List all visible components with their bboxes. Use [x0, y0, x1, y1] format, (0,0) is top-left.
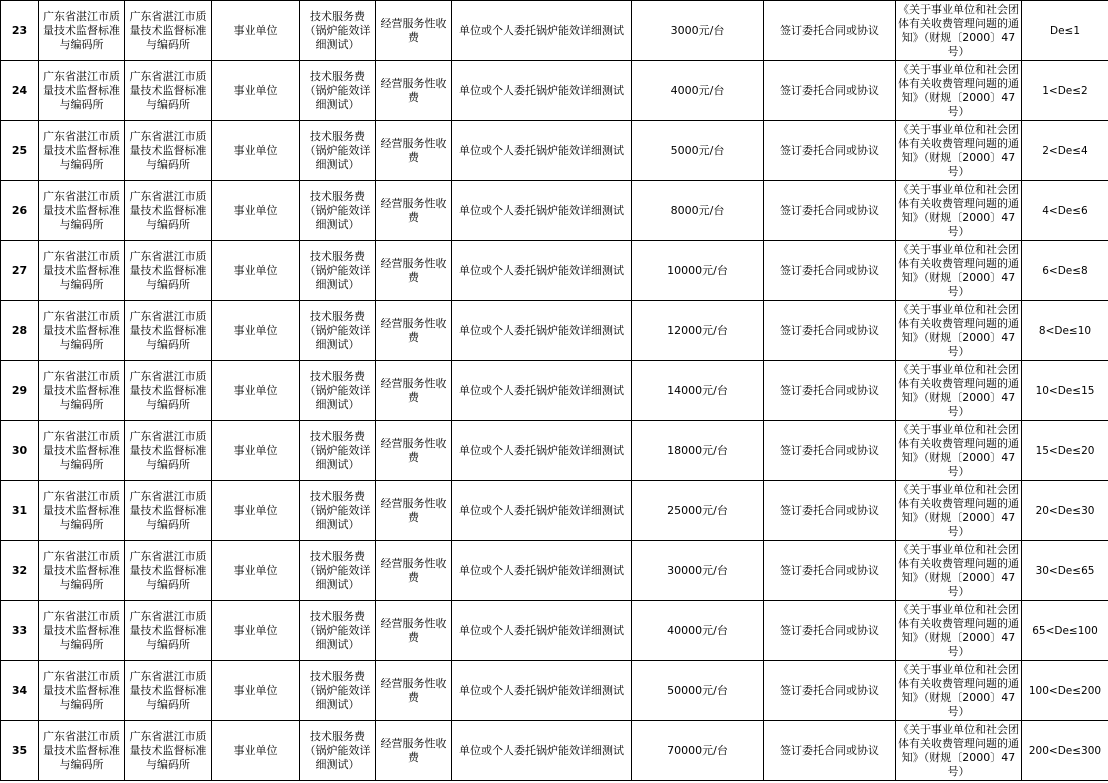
- table-row: [1, 181, 1108, 241]
- fee-item-cell: 技术服务费（锅炉能效详细测试）: [300, 601, 376, 661]
- policy-basis-cell: 《关于事业单位和社会团体有关收费管理问题的通知》（财规〔2000〕47号）: [896, 1, 1022, 61]
- row-number: 27: [1, 241, 39, 301]
- fee-type-cell: 经营服务性收费: [376, 181, 452, 241]
- unit-type-cell: 事业单位: [212, 721, 300, 781]
- fee-table-body: [1, 1, 1108, 781]
- fee-type-cell: 经营服务性收费: [376, 61, 452, 121]
- charging-method-cell: 签订委托合同或协议: [764, 61, 896, 121]
- charging-method-cell: 签订委托合同或协议: [764, 301, 896, 361]
- policy-basis-cell: 《关于事业单位和社会团体有关收费管理问题的通知》（财规〔2000〕47号）: [896, 601, 1022, 661]
- capacity-range-cell: 65<De≤100: [1022, 601, 1108, 661]
- table-row: [1, 661, 1108, 721]
- service-content-cell: 单位或个人委托锅炉能效详细测试: [452, 361, 632, 421]
- fee-type-cell: 经营服务性收费: [376, 301, 452, 361]
- collecting-unit-cell: 广东省湛江市质量技术监督标准与编码所: [39, 121, 125, 181]
- price-cell: 5000元/台: [632, 121, 764, 181]
- competent-unit-cell: 广东省湛江市质量技术监督标准与编码所: [125, 721, 212, 781]
- collecting-unit-cell: 广东省湛江市质量技术监督标准与编码所: [39, 601, 125, 661]
- capacity-range-cell: De≤1: [1022, 1, 1108, 61]
- price-cell: 70000元/台: [632, 721, 764, 781]
- service-content-cell: 单位或个人委托锅炉能效详细测试: [452, 301, 632, 361]
- row-number: 25: [1, 121, 39, 181]
- service-content-cell: 单位或个人委托锅炉能效详细测试: [452, 541, 632, 601]
- policy-basis-cell: 《关于事业单位和社会团体有关收费管理问题的通知》（财规〔2000〕47号）: [896, 301, 1022, 361]
- unit-type-cell: 事业单位: [212, 661, 300, 721]
- collecting-unit-cell: 广东省湛江市质量技术监督标准与编码所: [39, 541, 125, 601]
- competent-unit-cell: 广东省湛江市质量技术监督标准与编码所: [125, 661, 212, 721]
- capacity-range-cell: 6<De≤8: [1022, 241, 1108, 301]
- table-row: [1, 601, 1108, 661]
- collecting-unit-cell: 广东省湛江市质量技术监督标准与编码所: [39, 301, 125, 361]
- table-row: [1, 481, 1108, 541]
- capacity-range-cell: 4<De≤6: [1022, 181, 1108, 241]
- row-number: 30: [1, 421, 39, 481]
- charging-method-cell: 签订委托合同或协议: [764, 541, 896, 601]
- unit-type-cell: 事业单位: [212, 601, 300, 661]
- charging-method-cell: 签订委托合同或协议: [764, 241, 896, 301]
- service-content-cell: 单位或个人委托锅炉能效详细测试: [452, 601, 632, 661]
- capacity-range-cell: 1<De≤2: [1022, 61, 1108, 121]
- service-content-cell: 单位或个人委托锅炉能效详细测试: [452, 661, 632, 721]
- collecting-unit-cell: 广东省湛江市质量技术监督标准与编码所: [39, 421, 125, 481]
- price-cell: 10000元/台: [632, 241, 764, 301]
- fee-item-cell: 技术服务费（锅炉能效详细测试）: [300, 121, 376, 181]
- policy-basis-cell: 《关于事业单位和社会团体有关收费管理问题的通知》（财规〔2000〕47号）: [896, 181, 1022, 241]
- competent-unit-cell: 广东省湛江市质量技术监督标准与编码所: [125, 181, 212, 241]
- fee-item-cell: 技术服务费（锅炉能效详细测试）: [300, 301, 376, 361]
- policy-basis-cell: 《关于事业单位和社会团体有关收费管理问题的通知》（财规〔2000〕47号）: [896, 721, 1022, 781]
- unit-type-cell: 事业单位: [212, 421, 300, 481]
- charging-method-cell: 签订委托合同或协议: [764, 661, 896, 721]
- policy-basis-cell: 《关于事业单位和社会团体有关收费管理问题的通知》（财规〔2000〕47号）: [896, 121, 1022, 181]
- fee-item-cell: 技术服务费（锅炉能效详细测试）: [300, 61, 376, 121]
- policy-basis-cell: 《关于事业单位和社会团体有关收费管理问题的通知》（财规〔2000〕47号）: [896, 421, 1022, 481]
- price-cell: 14000元/台: [632, 361, 764, 421]
- table-row: [1, 61, 1108, 121]
- charging-method-cell: 签订委托合同或协议: [764, 181, 896, 241]
- row-number: 24: [1, 61, 39, 121]
- table-row: [1, 721, 1108, 781]
- collecting-unit-cell: 广东省湛江市质量技术监督标准与编码所: [39, 181, 125, 241]
- unit-type-cell: 事业单位: [212, 181, 300, 241]
- collecting-unit-cell: 广东省湛江市质量技术监督标准与编码所: [39, 241, 125, 301]
- unit-type-cell: 事业单位: [212, 361, 300, 421]
- table-row: [1, 1, 1108, 61]
- fee-type-cell: 经营服务性收费: [376, 601, 452, 661]
- row-number: 34: [1, 661, 39, 721]
- capacity-range-cell: 100<De≤200: [1022, 661, 1108, 721]
- fee-type-cell: 经营服务性收费: [376, 661, 452, 721]
- table-row: [1, 421, 1108, 481]
- competent-unit-cell: 广东省湛江市质量技术监督标准与编码所: [125, 301, 212, 361]
- fee-type-cell: 经营服务性收费: [376, 1, 452, 61]
- unit-type-cell: 事业单位: [212, 1, 300, 61]
- unit-type-cell: 事业单位: [212, 481, 300, 541]
- unit-type-cell: 事业单位: [212, 541, 300, 601]
- price-cell: 50000元/台: [632, 661, 764, 721]
- service-content-cell: 单位或个人委托锅炉能效详细测试: [452, 241, 632, 301]
- policy-basis-cell: 《关于事业单位和社会团体有关收费管理问题的通知》（财规〔2000〕47号）: [896, 241, 1022, 301]
- service-content-cell: 单位或个人委托锅炉能效详细测试: [452, 1, 632, 61]
- service-content-cell: 单位或个人委托锅炉能效详细测试: [452, 721, 632, 781]
- fee-item-cell: 技术服务费（锅炉能效详细测试）: [300, 1, 376, 61]
- row-number: 32: [1, 541, 39, 601]
- charging-method-cell: 签订委托合同或协议: [764, 721, 896, 781]
- unit-type-cell: 事业单位: [212, 241, 300, 301]
- competent-unit-cell: 广东省湛江市质量技术监督标准与编码所: [125, 541, 212, 601]
- policy-basis-cell: 《关于事业单位和社会团体有关收费管理问题的通知》（财规〔2000〕47号）: [896, 61, 1022, 121]
- charging-method-cell: 签订委托合同或协议: [764, 421, 896, 481]
- policy-basis-cell: 《关于事业单位和社会团体有关收费管理问题的通知》（财规〔2000〕47号）: [896, 541, 1022, 601]
- service-content-cell: 单位或个人委托锅炉能效详细测试: [452, 421, 632, 481]
- price-cell: 30000元/台: [632, 541, 764, 601]
- price-cell: 4000元/台: [632, 61, 764, 121]
- charging-method-cell: 签订委托合同或协议: [764, 1, 896, 61]
- capacity-range-cell: 20<De≤30: [1022, 481, 1108, 541]
- competent-unit-cell: 广东省湛江市质量技术监督标准与编码所: [125, 421, 212, 481]
- fee-item-cell: 技术服务费（锅炉能效详细测试）: [300, 721, 376, 781]
- collecting-unit-cell: 广东省湛江市质量技术监督标准与编码所: [39, 481, 125, 541]
- capacity-range-cell: 8<De≤10: [1022, 301, 1108, 361]
- table-row: [1, 541, 1108, 601]
- competent-unit-cell: 广东省湛江市质量技术监督标准与编码所: [125, 241, 212, 301]
- capacity-range-cell: 10<De≤15: [1022, 361, 1108, 421]
- price-cell: 3000元/台: [632, 1, 764, 61]
- charging-method-cell: 签订委托合同或协议: [764, 481, 896, 541]
- fee-type-cell: 经营服务性收费: [376, 361, 452, 421]
- price-cell: 18000元/台: [632, 421, 764, 481]
- fee-item-cell: 技术服务费（锅炉能效详细测试）: [300, 421, 376, 481]
- row-number: 28: [1, 301, 39, 361]
- collecting-unit-cell: 广东省湛江市质量技术监督标准与编码所: [39, 1, 125, 61]
- collecting-unit-cell: 广东省湛江市质量技术监督标准与编码所: [39, 361, 125, 421]
- row-number: 26: [1, 181, 39, 241]
- collecting-unit-cell: 广东省湛江市质量技术监督标准与编码所: [39, 661, 125, 721]
- fee-type-cell: 经营服务性收费: [376, 241, 452, 301]
- fee-item-cell: 技术服务费（锅炉能效详细测试）: [300, 181, 376, 241]
- capacity-range-cell: 200<De≤300: [1022, 721, 1108, 781]
- collecting-unit-cell: 广东省湛江市质量技术监督标准与编码所: [39, 721, 125, 781]
- charging-method-cell: 签订委托合同或协议: [764, 601, 896, 661]
- service-content-cell: 单位或个人委托锅炉能效详细测试: [452, 181, 632, 241]
- policy-basis-cell: 《关于事业单位和社会团体有关收费管理问题的通知》（财规〔2000〕47号）: [896, 481, 1022, 541]
- table-row: [1, 361, 1108, 421]
- fee-item-cell: 技术服务费（锅炉能效详细测试）: [300, 541, 376, 601]
- charging-method-cell: 签订委托合同或协议: [764, 361, 896, 421]
- collecting-unit-cell: 广东省湛江市质量技术监督标准与编码所: [39, 61, 125, 121]
- row-number: 23: [1, 1, 39, 61]
- fee-item-cell: 技术服务费（锅炉能效详细测试）: [300, 361, 376, 421]
- capacity-range-cell: 30<De≤65: [1022, 541, 1108, 601]
- row-number: 29: [1, 361, 39, 421]
- row-number: 31: [1, 481, 39, 541]
- price-cell: 12000元/台: [632, 301, 764, 361]
- service-content-cell: 单位或个人委托锅炉能效详细测试: [452, 61, 632, 121]
- competent-unit-cell: 广东省湛江市质量技术监督标准与编码所: [125, 121, 212, 181]
- fee-type-cell: 经营服务性收费: [376, 541, 452, 601]
- fee-item-cell: 技术服务费（锅炉能效详细测试）: [300, 481, 376, 541]
- table-row: [1, 121, 1108, 181]
- competent-unit-cell: 广东省湛江市质量技术监督标准与编码所: [125, 601, 212, 661]
- fee-type-cell: 经营服务性收费: [376, 421, 452, 481]
- fee-type-cell: 经营服务性收费: [376, 721, 452, 781]
- price-cell: 8000元/台: [632, 181, 764, 241]
- row-number: 33: [1, 601, 39, 661]
- competent-unit-cell: 广东省湛江市质量技术监督标准与编码所: [125, 481, 212, 541]
- fee-item-cell: 技术服务费（锅炉能效详细测试）: [300, 661, 376, 721]
- capacity-range-cell: 2<De≤4: [1022, 121, 1108, 181]
- capacity-range-cell: 15<De≤20: [1022, 421, 1108, 481]
- policy-basis-cell: 《关于事业单位和社会团体有关收费管理问题的通知》（财规〔2000〕47号）: [896, 661, 1022, 721]
- price-cell: 40000元/台: [632, 601, 764, 661]
- unit-type-cell: 事业单位: [212, 301, 300, 361]
- fee-type-cell: 经营服务性收费: [376, 121, 452, 181]
- unit-type-cell: 事业单位: [212, 61, 300, 121]
- competent-unit-cell: 广东省湛江市质量技术监督标准与编码所: [125, 61, 212, 121]
- row-number: 35: [1, 721, 39, 781]
- table-row: [1, 241, 1108, 301]
- service-content-cell: 单位或个人委托锅炉能效详细测试: [452, 481, 632, 541]
- competent-unit-cell: 广东省湛江市质量技术监督标准与编码所: [125, 361, 212, 421]
- fee-item-cell: 技术服务费（锅炉能效详细测试）: [300, 241, 376, 301]
- policy-basis-cell: 《关于事业单位和社会团体有关收费管理问题的通知》（财规〔2000〕47号）: [896, 361, 1022, 421]
- fee-type-cell: 经营服务性收费: [376, 481, 452, 541]
- charging-method-cell: 签订委托合同或协议: [764, 121, 896, 181]
- price-cell: 25000元/台: [632, 481, 764, 541]
- unit-type-cell: 事业单位: [212, 121, 300, 181]
- table-row: [1, 301, 1108, 361]
- competent-unit-cell: 广东省湛江市质量技术监督标准与编码所: [125, 1, 212, 61]
- service-content-cell: 单位或个人委托锅炉能效详细测试: [452, 121, 632, 181]
